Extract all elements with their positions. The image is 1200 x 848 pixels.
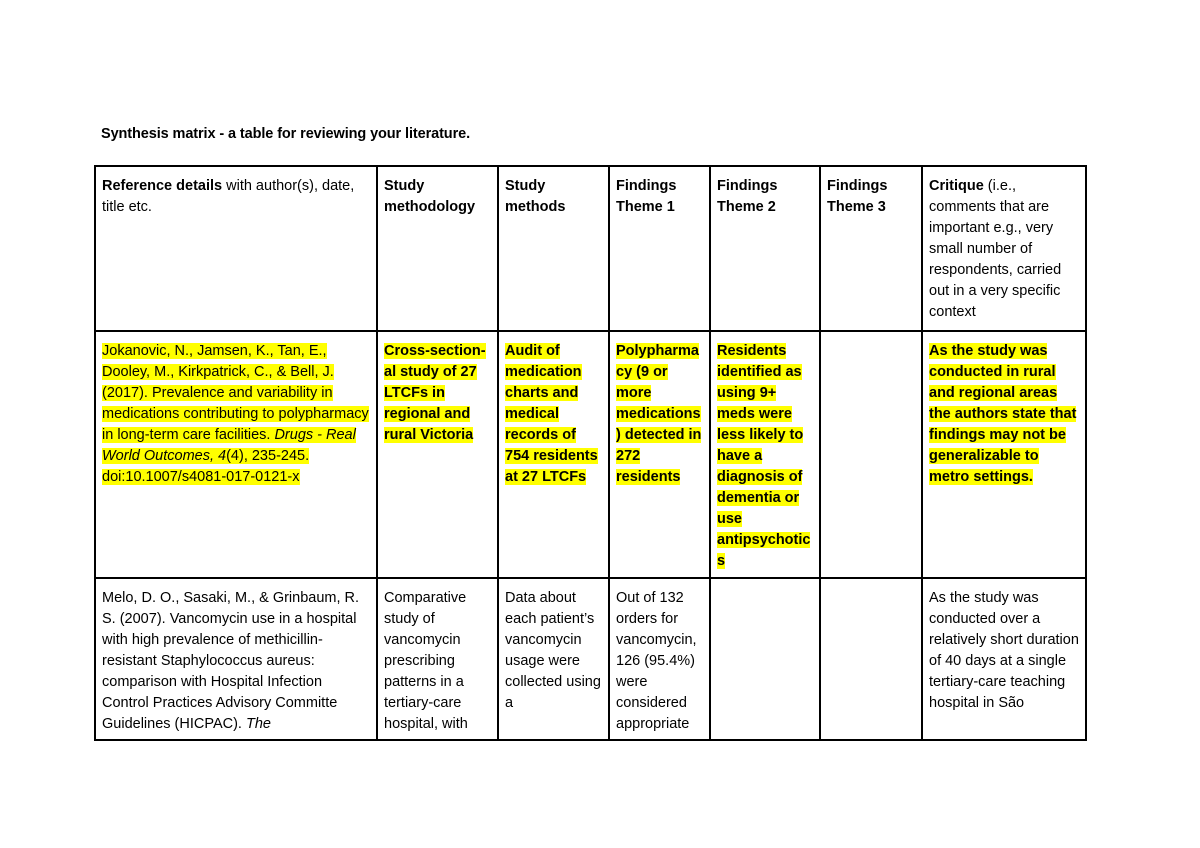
- header-methods-label: Study methods: [505, 178, 566, 215]
- header-reference-rest: with author(s), date, title etc.: [102, 178, 355, 215]
- header-study-methodology: [377, 166, 498, 331]
- header-critique-rest: (i.e., comments that are important e.g., very small number of respondents, carried out in a very specific context: [929, 178, 1062, 320]
- table-row: [95, 331, 1086, 578]
- theme1-text: Polypharmacy (9 or more medications) detected in 272 residents: [616, 343, 702, 485]
- cell-critique: [922, 578, 1086, 740]
- reference-text: Jokanovic, N., Jamsen, K., Tan, E., Dooley, M., Kirkpatrick, C., & Bell, J. (2017). Prevalence and variability in medications contributing to polypharmacy in long-term care facilities.: [102, 343, 369, 443]
- table-row: [95, 578, 1086, 740]
- header-row: [95, 166, 1086, 331]
- header-theme1-label: Findings Theme 1: [616, 178, 677, 215]
- methodology-text: Cross-section-al study of 27 LTCFs in regional and rural Victoria: [384, 343, 486, 443]
- cell-theme-3: [820, 331, 922, 578]
- header-theme-2: [710, 166, 820, 331]
- reference-tail: (4), 235-245. doi:10.1007/s4081-017-0121-x: [102, 448, 310, 485]
- cell-theme-2: [710, 331, 820, 578]
- methods-text: Data about each patient’s vancomycin usage were collected using a: [505, 590, 601, 711]
- cell-methodology: [377, 578, 498, 740]
- cell-methods: [498, 331, 609, 578]
- header-critique-bold: Critique: [929, 178, 984, 194]
- cell-reference: [95, 331, 377, 578]
- theme2-text: Residents identified as using 9+ meds were less likely to have a diagnosis of dementia or use antipsychotics: [717, 343, 811, 569]
- cell-methodology: [377, 331, 498, 578]
- header-theme2-label: Findings Theme 2: [717, 178, 778, 215]
- header-theme-1: [609, 166, 710, 331]
- cell-theme-1: [609, 578, 710, 740]
- header-methodology-label: Study methodology: [384, 178, 476, 215]
- cell-reference: [95, 578, 377, 740]
- reference-journal: Drugs - Real World Outcomes, 4: [102, 427, 356, 464]
- header-reference-details: [95, 166, 377, 331]
- header-critique: [922, 166, 1086, 331]
- cell-theme-3: [820, 578, 922, 740]
- theme1-text: Out of 132 orders for vancomycin, 126 (95.4%) were considered appropriate: [616, 590, 697, 732]
- critique-text: As the study was conducted over a relatively short duration of 40 days at a single tertiary-care teaching hospital in São: [929, 590, 1079, 711]
- synthesis-matrix-table: [94, 165, 1087, 741]
- header-theme-3: [820, 166, 922, 331]
- cell-theme-2: [710, 578, 820, 740]
- cell-methods: [498, 578, 609, 740]
- reference-journal: The: [245, 716, 271, 732]
- header-theme3-label: Findings Theme 3: [827, 178, 888, 215]
- header-reference-bold: Reference details: [102, 178, 223, 194]
- cell-critique: [922, 331, 1086, 578]
- header-study-methods: [498, 166, 609, 331]
- page-title: Synthesis matrix - a table for reviewing your literature.: [101, 126, 470, 142]
- methods-text: Audit of medication charts and medical records of 754 residents at 27 LTCFs: [505, 343, 598, 485]
- critique-text: As the study was conducted in rural and regional areas the authors state that findings may not be generalizable to metro settings.: [929, 343, 1077, 485]
- reference-text: Melo, D. O., Sasaki, M., & Grinbaum, R. S. (2007). Vancomycin use in a hospital with high prevalence of methicillin-resistant Staphylococcus aureus: comparison with Hospital Infection Control Practices Advisory Committe Guidelines (HICPAC).: [102, 590, 360, 732]
- cell-theme-1: [609, 331, 710, 578]
- methodology-text: Comparative study of vancomycin prescribing patterns in a tertiary-care hospital, with: [384, 590, 468, 732]
